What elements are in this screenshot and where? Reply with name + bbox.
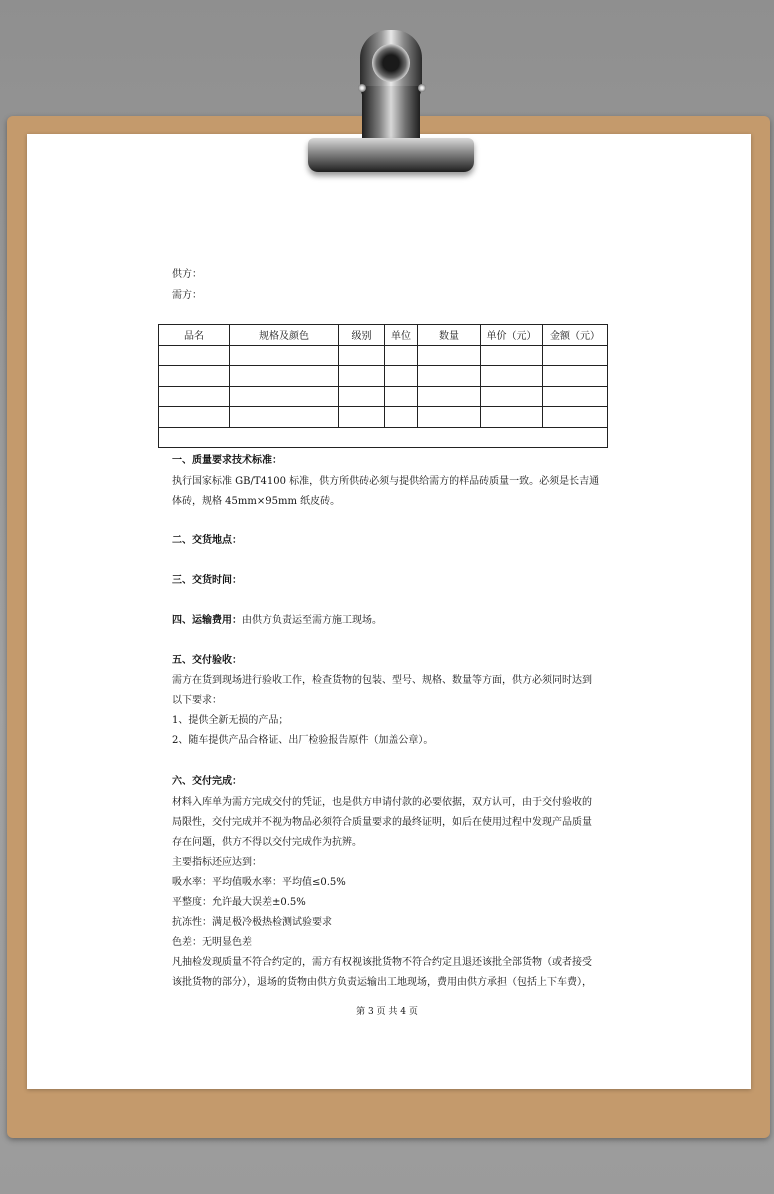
col-header-unit: 单位	[385, 325, 418, 346]
section-text: 凡抽检发现质量不符合约定的，需方有权视该批货物不符合约定且退还该批全部货物（或者接受	[172, 957, 592, 968]
section-title: 二、交货地点：	[172, 535, 242, 546]
table-total-row	[159, 427, 608, 448]
page-footer: 第 3 页 共 4 页	[356, 1007, 418, 1017]
section-text: 主要指标还应达到：	[172, 857, 262, 868]
col-header-name: 品名	[159, 325, 230, 346]
table-row	[159, 407, 608, 428]
section-text: 存在问题，供方不得以交付完成作为抗辨。	[172, 837, 362, 848]
section-text: 由供方负责运至需方施工现场。	[242, 615, 382, 626]
section-title: 四、运输费用：	[172, 615, 242, 626]
section-text: 1、提供全新无损的产品；	[172, 715, 289, 726]
table-row	[159, 366, 608, 387]
section-row	[172, 611, 382, 626]
section-text: 平整度：允许最大误差±0.5%	[172, 897, 306, 908]
section-text: 抗冻性：满足极冷极热检测试验要求	[172, 917, 332, 928]
section-text: 需方在货到现场进行验收工作，检查货物的包装、型号、规格、数量等方面，供方必须同时达到	[172, 675, 592, 686]
col-header-amount: 金额（元）	[543, 325, 608, 346]
section-text: 局限性，交付完成并不视为物品必须符合质量要求的最终证明，如后在使用过程中发现产品质量	[172, 817, 592, 828]
section-title: 五、交付验收：	[172, 655, 242, 666]
goods-table	[158, 324, 608, 448]
table-row	[159, 386, 608, 407]
col-header-grade: 级别	[339, 325, 385, 346]
section-title: 一、质量要求技术标准：	[172, 455, 282, 466]
section-text: 以下要求：	[172, 695, 222, 706]
section-text: 色差：无明显色差	[172, 937, 252, 948]
col-header-quantity: 数量	[418, 325, 481, 346]
section-text: 体砖，规格 45mm×95mm 纸皮砖。	[172, 496, 341, 507]
col-header-spec: 规格及颜色	[230, 325, 339, 346]
section-text: 2、随车提供产品合格证、出厂检验报告原件（加盖公章）。	[172, 735, 434, 746]
section-text: 执行国家标准 GB/T4100 标准，供方所供砖必须与提供给需方的样品砖质量一致。必须是长吉通	[172, 476, 600, 487]
section-text: 该批货物的部分），退场的货物由供方负责运输出工地现场，费用由供方承担（包括上下车费），	[172, 977, 592, 988]
section-title: 三、交货时间：	[172, 575, 242, 586]
table-header-row	[159, 325, 608, 346]
table-row	[159, 345, 608, 366]
supplier-label: 供方：	[172, 269, 202, 280]
section-text: 吸水率：平均值吸水率：平均值≤0.5%	[172, 877, 346, 888]
buyer-label: 需方：	[172, 290, 202, 301]
section-text: 材料入库单为需方完成交付的凭证，也是供方申请付款的必要依据，双方认可，由于交付验收的	[172, 797, 592, 808]
col-header-unit-price: 单价（元）	[481, 325, 543, 346]
section-title: 六、交付完成：	[172, 776, 242, 787]
